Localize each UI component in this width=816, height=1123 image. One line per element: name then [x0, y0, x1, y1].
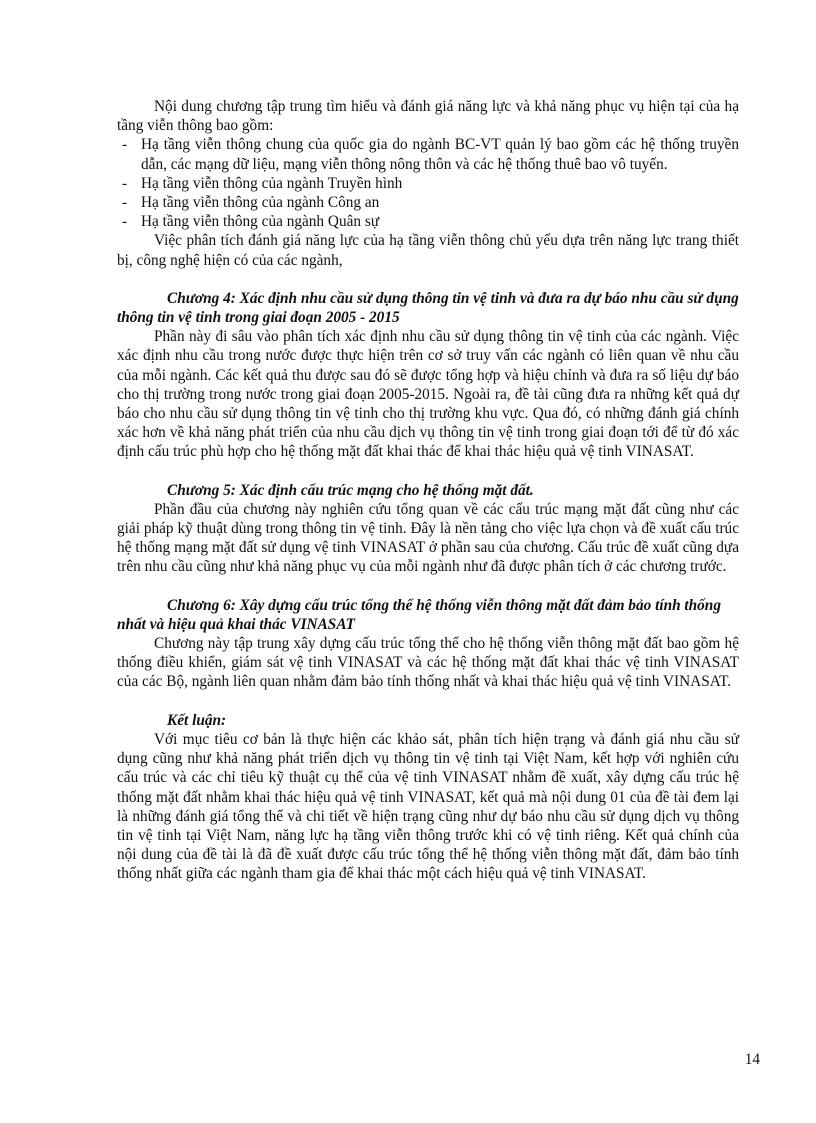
page-content — [117, 97, 739, 884]
conclusion-body: Với mục tiêu cơ bản là thực hiện các khảo sát, phân tích hiện trạng và đánh giá nhu cầu sử dụng cũng như khả năng phát triển dịch vụ thông tin vệ tinh tại Việt Nam, kết hợp với nghiên cứu cấu trúc và các chỉ tiêu kỹ thuật cụ thể của vệ tinh VINASAT nhằm đề xuất, xây dựng cấu trúc hệ thống mặt đất nhằm khai thác hiệu quả vệ tinh VINASAT, kết quả mà nội dung 01 của đề tài đem lại là những đánh giá tổng thể và chi tiết về hiện trạng cũng như dự báo nhu cầu sử dụng dịch vụ thông tin vệ tinh tại Việt Nam, năng lực hạ tầng viễn thông trước khi có vệ tinh riêng. Kết quả chính của nội dung của đề tài là đã đề xuất được cấu trúc tổng thể hệ thống viễn thông mặt đất, đảm bảo tính thống nhất giữa các ngành tham gia để khai thác một cách hiệu quả vệ tinh VINASAT. — [117, 730, 739, 883]
infrastructure-list — [117, 135, 739, 231]
intro-closing: Việc phân tích đánh giá năng lực của hạ tầng viễn thông chủ yếu dựa trên năng lực trang thiết bị, công nghệ hiện có của các ngành, — [117, 232, 739, 269]
chapter4-heading: Chương 4: Xác định nhu cầu sử dụng thông tin vệ tinh và đưa ra dự báo nhu cầu sử dụng thông tin vệ tinh trong giai đoạn 2005 - 2015 — [117, 289, 739, 327]
chapter6-heading: Chương 6: Xây dựng cấu trúc tổng thể hệ thống viễn thông mặt đất đảm bảo tính thống nhất và hiệu quả khai thác VINASAT — [117, 596, 721, 633]
intro-paragraph: Nội dung chương tập trung tìm hiểu và đánh giá năng lực và khả năng phục vụ hiện tại của hạ tầng viễn thông bao gồm: — [117, 98, 739, 135]
page-number: 14 — [744, 1051, 760, 1068]
chapter4-body: Phần này đi sâu vào phân tích xác định nhu cầu sử dụng thông tin vệ tinh của các ngành. Việc xác định nhu cầu trong nước được thực hiện trên cơ sở truy vấn các ngành có liên quan về nhu cầu của mỗi ngành. Các kết quả thu được sau đó sẽ được tổng hợp và hiệu chỉnh và đưa ra số liệu dự báo cho thị trường trong nước trong giai đoạn 2005-2015. Ngoài ra, đề tài cũng đưa ra những kết quả dự báo cho nhu cầu sử dụng thông tin vệ tinh cho thị trường khu vực. Qua đó, có những đánh giá chính xác hơn về khả năng phát triển của nhu cầu dịch vụ thông tin vệ tinh trong giai đoạn tới để từ đó xác định cấu trúc phù hợp cho hệ thống mặt đất khai thác để khai thác hiệu quả vệ tinh VINASAT. — [117, 328, 739, 461]
chapter5-body: Phần đầu của chương này nghiên cứu tổng quan về các cấu trúc mạng mặt đất cũng như các giải pháp kỹ thuật dùng trong thông tin vệ tinh. Đây là nền tảng cho việc lựa chọn và đề xuất cấu trúc hệ thống mạng mặt đất sử dụng vệ tinh VINASAT ở phần sau của chương. Cấu trúc đề xuất cũng dựa trên nhu cầu cũng như khả năng phục vụ của mỗi ngành như đã được phân tích ở các chương trước. — [117, 500, 739, 576]
conclusion-heading: Kết luận: — [167, 711, 227, 729]
list-item: - Hạ tầng viễn thông chung của quốc gia do ngành BC-VT quản lý bao gồm các hệ thống truyền dẫn, các mạng dữ liệu, mạng viễn thông nông thôn và các hệ thống thuê bao vô tuyến. — [117, 135, 739, 173]
chapter5-heading: Chương 5: Xác định cấu trúc mạng cho hệ thống mặt đất. — [167, 481, 534, 499]
chapter6-body: Chương này tập trung xây dựng cấu trúc tổng thể cho hệ thống viễn thông mặt đất bao gồm hệ thống điều khiển, giám sát vệ tinh VINASAT và các hệ thống mặt đất khai thác vệ tinh VINASAT của các Bộ, ngành liên quan nhằm đảm bảo tính thống nhất và khai thác hiệu quả vệ tinh VINASAT. — [117, 635, 739, 691]
list-item: - Hạ tầng viễn thông của ngành Công an — [117, 193, 739, 212]
list-item: - Hạ tầng viễn thông của ngành Truyền hình — [117, 174, 739, 193]
list-item: - Hạ tầng viễn thông của ngành Quân sự — [117, 212, 739, 231]
